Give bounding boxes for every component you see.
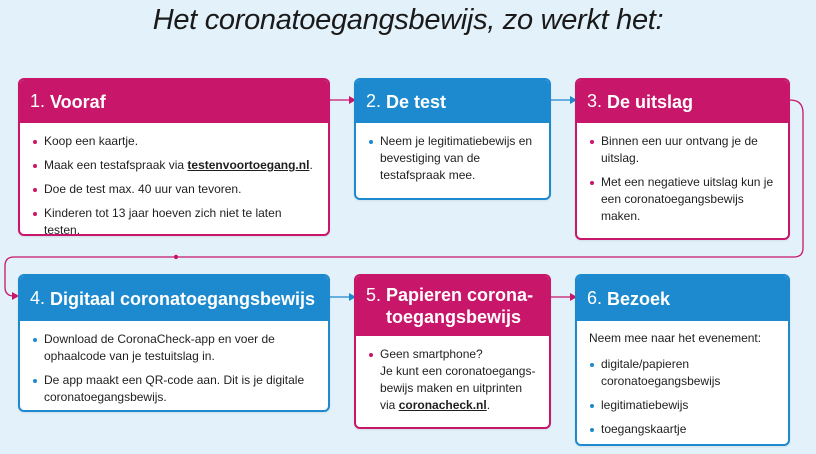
step-header-3 bbox=[577, 80, 788, 123]
step-number-3: 3. bbox=[587, 91, 603, 111]
connector-3-4-dot bbox=[174, 255, 178, 259]
step-header-1 bbox=[20, 80, 328, 123]
step-number-4: 4. bbox=[30, 288, 46, 308]
page-title: Het coronatoegangsbewijs, zo werkt het: bbox=[152, 4, 664, 36]
list-item: toegangskaartje bbox=[589, 421, 776, 438]
list-item: Binnen een uur ontvang je de uitslag. bbox=[589, 133, 776, 167]
list-item: De app maakt een QR-code aan. Dit is je digitale coronatoegangsbewijs. bbox=[32, 372, 316, 406]
step-card-6 bbox=[575, 274, 790, 446]
step-number-2: 2. bbox=[366, 91, 382, 111]
step-title-5: Papieren corona- toegangsbewijs bbox=[386, 285, 534, 327]
step-card-3 bbox=[575, 78, 790, 240]
step-card-2 bbox=[354, 78, 551, 200]
step-card-4 bbox=[18, 274, 330, 412]
step-title-2: De test bbox=[386, 91, 447, 112]
list-item: Doe de test max. 40 uur van tevoren. bbox=[32, 181, 316, 198]
step-number-1: 1. bbox=[30, 91, 46, 111]
step-intro-6: Neem mee naar het evenement: bbox=[589, 331, 762, 345]
step-title-6: Bezoek bbox=[607, 288, 671, 309]
list-item: Geen smartphone? Je kunt een coronatoegangs- bewijs maken en uitprinten via coronacheck.nl. bbox=[368, 346, 537, 414]
step-header-2 bbox=[356, 80, 549, 123]
list-item: Kinderen tot 13 jaar hoeven zich niet te laten testen. bbox=[32, 205, 316, 239]
step-title-1: Vooraf bbox=[50, 91, 106, 112]
list-item: Neem je legitimatiebewijs en bevestiging van de testafspraak mee. bbox=[368, 133, 537, 184]
step-title-3: De uitslag bbox=[607, 91, 694, 112]
step-title-4: Digitaal coronatoegangsbewijs bbox=[50, 288, 316, 309]
testenvoortoegang-link[interactable]: testenvoortoegang.nl bbox=[187, 158, 310, 172]
step-header-4 bbox=[20, 276, 328, 321]
step-card-5 bbox=[354, 274, 551, 429]
list-item: Met een negatieve uitslag kun je een coronatoegangsbewijs maken. bbox=[589, 174, 776, 225]
step-number-6: 6. bbox=[587, 288, 603, 308]
step-header-5 bbox=[356, 276, 549, 336]
coronacheck-link[interactable]: coronacheck.nl bbox=[398, 398, 487, 412]
step-card-1 bbox=[18, 78, 330, 236]
list-item: Download de CoronaCheck-app en voer de ophaalcode van je testuitslag in. bbox=[32, 331, 316, 365]
list-item: Maak een testafspraak via testenvoortoegang.nl. bbox=[32, 157, 316, 174]
step-number-5: 5. bbox=[366, 285, 382, 305]
list-item: legitimatiebewijs bbox=[589, 397, 776, 414]
list-item: digitale/papieren coronatoegangsbewijs bbox=[589, 356, 776, 390]
list-item: Koop een kaartje. bbox=[32, 133, 316, 150]
step-header-6 bbox=[577, 276, 788, 321]
